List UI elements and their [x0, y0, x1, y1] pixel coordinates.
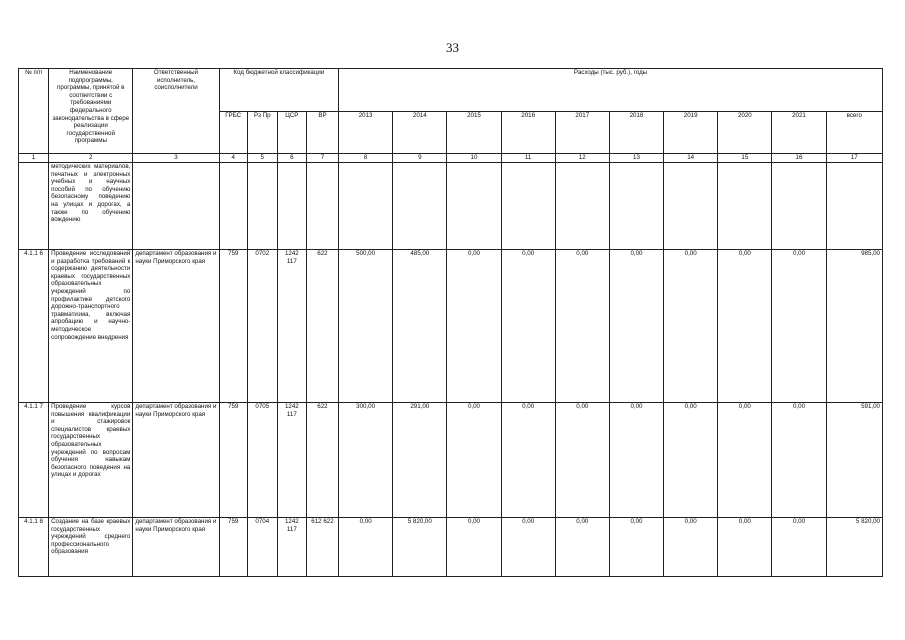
- header-num: № п/п: [19, 69, 49, 154]
- row-year-value: 0,00: [772, 518, 826, 577]
- column-number: 13: [609, 154, 663, 163]
- page-number: 33: [446, 40, 459, 55]
- row-year-value: 0,00: [718, 518, 772, 577]
- column-number: 6: [277, 154, 306, 163]
- row-csr: 1242 117: [277, 518, 306, 577]
- header-year: 2017: [555, 111, 609, 154]
- header-csr: ЦСР: [277, 111, 306, 154]
- row-year-value: 291,00: [393, 403, 447, 518]
- header-year: 2020: [718, 111, 772, 154]
- budget-table: [18, 68, 883, 577]
- table-row: [19, 163, 883, 250]
- column-number: 1: [19, 154, 49, 163]
- row-year-value: 0,00: [609, 518, 663, 577]
- row-executor: департамент образования и науки Приморского края: [133, 518, 219, 577]
- row-year-value: [772, 163, 826, 250]
- table-row: [19, 518, 883, 577]
- table-row: [19, 250, 883, 403]
- row-year-value: [718, 163, 772, 250]
- row-year-value: 0,00: [447, 518, 501, 577]
- row-year-value: 0,00: [664, 403, 718, 518]
- row-year-value: 0,00: [609, 403, 663, 518]
- header-year: 2016: [501, 111, 555, 154]
- row-year-value: [339, 163, 393, 250]
- column-number: 4: [219, 154, 247, 163]
- column-number: 12: [555, 154, 609, 163]
- header-expenses-group: Расходы (тыс. руб.), годы: [339, 69, 883, 112]
- row-vr: 622: [306, 250, 338, 403]
- row-total: [826, 163, 882, 250]
- table-body: [19, 163, 883, 577]
- row-year-value: [664, 163, 718, 250]
- row-year-value: 0,00: [664, 518, 718, 577]
- column-number: 8: [339, 154, 393, 163]
- row-year-value: 0,00: [555, 518, 609, 577]
- row-year-value: 0,00: [609, 250, 663, 403]
- row-executor: [133, 163, 219, 250]
- row-year-value: 0,00: [718, 403, 772, 518]
- row-year-value: 0,00: [339, 518, 393, 577]
- header-vr: ВР: [306, 111, 338, 154]
- row-year-value: 0,00: [772, 250, 826, 403]
- header-row-1: [19, 69, 883, 112]
- row-name: Проведение исследований и разработка требований к содержанию деятельности краевых государственных образовательных учреждений по профилактике детского дорожно-транспортного травматизма, включая апробацию и научно-методическое сопровождение внедрения: [49, 250, 133, 403]
- row-rzpr: 0702: [247, 250, 277, 403]
- row-year-value: [393, 163, 447, 250]
- table-row: [19, 403, 883, 518]
- row-year-value: 5 820,00: [393, 518, 447, 577]
- header-year: 2018: [609, 111, 663, 154]
- header-kbk-group: Код бюджетной классификации: [219, 69, 338, 112]
- column-number: 9: [393, 154, 447, 163]
- row-csr: 1242 117: [277, 250, 306, 403]
- column-number: 15: [718, 154, 772, 163]
- row-total: 591,00: [826, 403, 882, 518]
- row-year-value: 0,00: [501, 518, 555, 577]
- row-year-value: 485,00: [393, 250, 447, 403]
- row-rzpr: 0704: [247, 518, 277, 577]
- row-year-value: 0,00: [555, 403, 609, 518]
- row-rzpr: 0705: [247, 403, 277, 518]
- row-rzpr: [247, 163, 277, 250]
- header-name: Наименование подпрограммы, программы, принятой в соответствии с требованиями федерального законодательства в сфере реализации государственной программы: [49, 69, 133, 154]
- row-number: 4.1.1 8: [19, 518, 49, 577]
- header-year: 2019: [664, 111, 718, 154]
- column-number: 10: [447, 154, 501, 163]
- row-name: Создание на базе краевых государственных учреждений среднего профессионального образования: [49, 518, 133, 577]
- row-number: [19, 163, 49, 250]
- header-year: 2014: [393, 111, 447, 154]
- row-total: 5 820,00: [826, 518, 882, 577]
- row-grbs: 759: [219, 250, 247, 403]
- row-vr: [306, 163, 338, 250]
- column-number: 2: [49, 154, 133, 163]
- row-grbs: 759: [219, 518, 247, 577]
- row-year-value: [609, 163, 663, 250]
- row-vr: 622: [306, 403, 338, 518]
- row-executor: департамент образования и науки Приморского края: [133, 403, 219, 518]
- header-executor: Ответственный исполнитель, соисполнители: [133, 69, 219, 154]
- row-name: методических материалов, печатных и электронных учебных и научных пособий по обучению безопасному поведению на улицах и дорогах, а также по обучению вождению: [49, 163, 133, 250]
- header-year: 2015: [447, 111, 501, 154]
- row-year-value: 500,00: [339, 250, 393, 403]
- row-csr: [277, 163, 306, 250]
- row-name: Проведение курсов повышения квалификации и стажировок специалистов краевых государственных образовательных учреждений по вопросам обучения навыкам безопасного поведения на улицах и дорогах: [49, 403, 133, 518]
- header-year: 2013: [339, 111, 393, 154]
- row-year-value: [555, 163, 609, 250]
- column-number: 11: [501, 154, 555, 163]
- row-csr: 1242 117: [277, 403, 306, 518]
- header-year: 2021: [772, 111, 826, 154]
- row-year-value: [501, 163, 555, 250]
- row-grbs: 759: [219, 403, 247, 518]
- row-year-value: 0,00: [501, 403, 555, 518]
- row-year-value: 0,00: [555, 250, 609, 403]
- row-grbs: [219, 163, 247, 250]
- column-number: 5: [247, 154, 277, 163]
- row-total: 985,00: [826, 250, 882, 403]
- row-year-value: 300,00: [339, 403, 393, 518]
- row-year-value: 0,00: [447, 250, 501, 403]
- column-number: 17: [826, 154, 882, 163]
- column-number: 3: [133, 154, 219, 163]
- row-number: 4.1.1 6: [19, 250, 49, 403]
- column-number: 16: [772, 154, 826, 163]
- column-number: 14: [664, 154, 718, 163]
- header-grbs: ГРБС: [219, 111, 247, 154]
- column-number-row: [19, 154, 883, 163]
- row-year-value: 0,00: [664, 250, 718, 403]
- row-executor: департамент образования и науки Приморского края: [133, 250, 219, 403]
- row-year-value: 0,00: [501, 250, 555, 403]
- row-vr: 612 622: [306, 518, 338, 577]
- row-year-value: 0,00: [447, 403, 501, 518]
- row-number: 4.1.1 7: [19, 403, 49, 518]
- row-year-value: 0,00: [772, 403, 826, 518]
- header-rzpr: Рз Пр: [247, 111, 277, 154]
- row-year-value: 0,00: [718, 250, 772, 403]
- header-total: всего: [826, 111, 882, 154]
- row-year-value: [447, 163, 501, 250]
- column-number: 7: [306, 154, 338, 163]
